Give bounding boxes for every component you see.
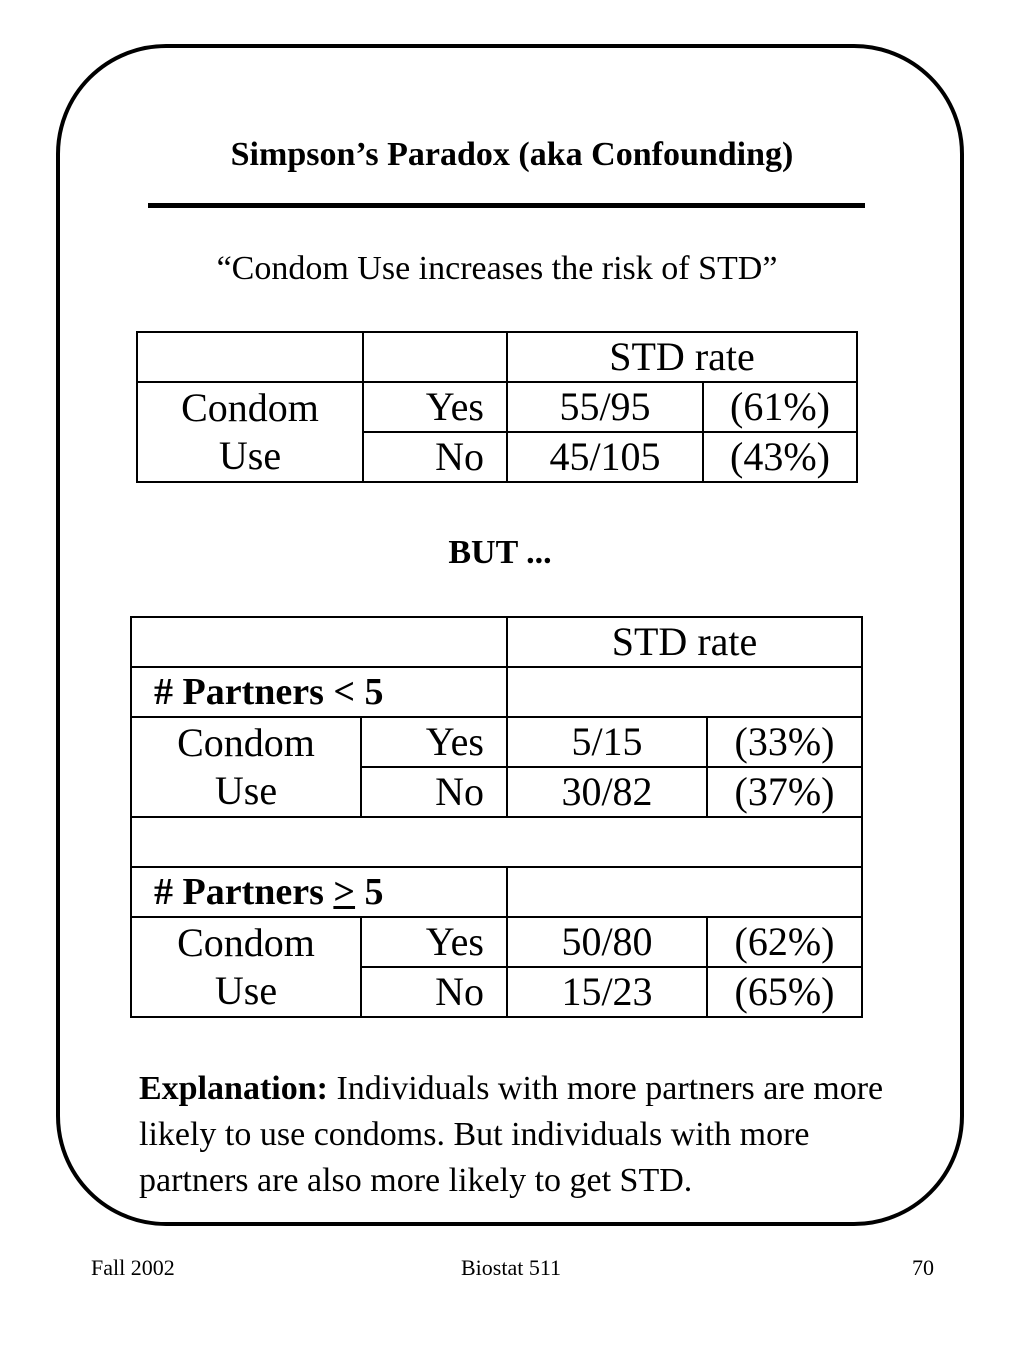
fraction-cell: 55/95 <box>507 382 703 432</box>
fraction-cell: 50/80 <box>507 917 707 967</box>
answer-cell: No <box>361 967 507 1017</box>
stratified-table <box>130 616 863 1018</box>
percent-cell: (61%) <box>703 382 857 432</box>
fraction-cell: 45/105 <box>507 432 703 482</box>
claim-quote: “Condom Use increases the risk of STD” <box>216 250 778 287</box>
explanation-label: Explanation: <box>139 1070 328 1107</box>
footer-term: Fall 2002 <box>91 1255 175 1280</box>
answer-cell: Yes <box>363 382 507 432</box>
percent-cell: (37%) <box>707 767 862 817</box>
answer-cell: Yes <box>361 717 507 767</box>
fraction-cell: 15/23 <box>507 967 707 1017</box>
slide-title: Simpson’s Paradox (aka Confounding) <box>230 136 794 173</box>
column-header: STD rate <box>507 332 857 382</box>
table-row <box>131 617 862 667</box>
explanation-paragraph <box>139 1066 899 1204</box>
table-row <box>131 917 862 967</box>
table-row <box>137 332 857 382</box>
answer-cell: Yes <box>361 917 507 967</box>
fraction-cell: 30/82 <box>507 767 707 817</box>
row-group-label: Condom Use <box>131 917 361 1017</box>
percent-cell: (33%) <box>707 717 862 767</box>
footer-course: Biostat 511 <box>460 1255 562 1280</box>
footer-page-number: 70 <box>912 1255 934 1280</box>
group-heading: # Partners > 5 <box>131 867 507 917</box>
explanation-text: Individuals with more partners are more likely to use condoms. But individuals with more partners are also more likely to get STD. <box>139 1070 884 1199</box>
overall-table <box>136 331 858 483</box>
column-header: STD rate <box>507 617 862 667</box>
percent-cell: (43%) <box>703 432 857 482</box>
table-row <box>131 717 862 767</box>
table-row <box>131 817 862 867</box>
but-text: BUT ... <box>448 534 552 571</box>
row-group-label: Condom Use <box>137 382 363 482</box>
group-heading: # Partners < 5 <box>131 667 507 717</box>
table-row <box>131 667 862 717</box>
table-row <box>131 867 862 917</box>
table-row <box>137 382 857 432</box>
answer-cell: No <box>361 767 507 817</box>
answer-cell: No <box>363 432 507 482</box>
row-group-label: Condom Use <box>131 717 361 817</box>
title-underline <box>148 203 865 208</box>
percent-cell: (65%) <box>707 967 862 1017</box>
fraction-cell: 5/15 <box>507 717 707 767</box>
spacer-row <box>131 817 862 867</box>
percent-cell: (62%) <box>707 917 862 967</box>
